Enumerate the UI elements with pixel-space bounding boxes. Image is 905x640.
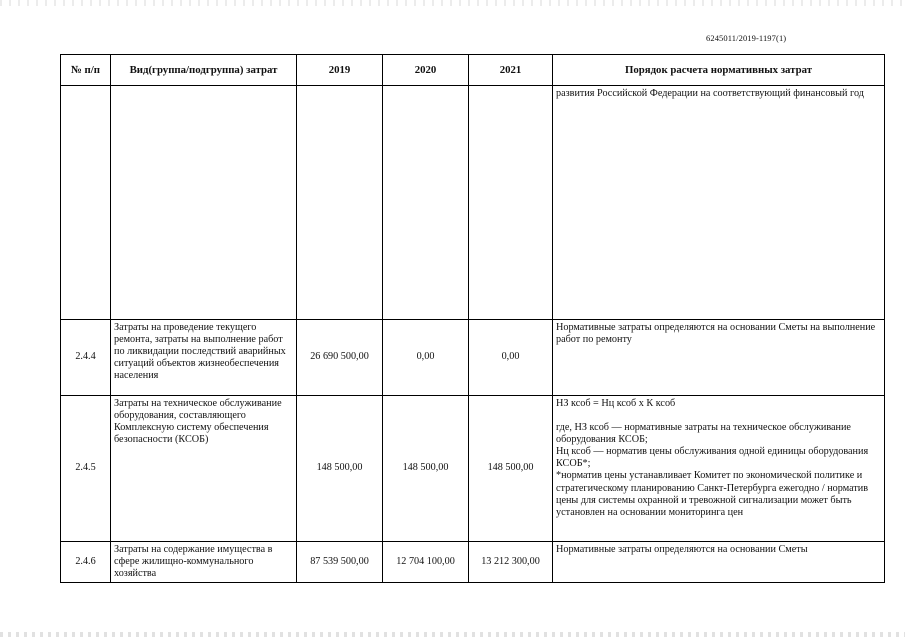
formula-line: НЗ ксоб = Нц ксоб х К ксоб	[556, 398, 676, 409]
cell-empty	[111, 86, 297, 320]
scan-noise-bottom	[0, 632, 905, 637]
header-2020: 2020	[383, 55, 469, 86]
cell-2019: 26 690 500,00	[297, 320, 383, 396]
cell-empty	[383, 86, 469, 320]
header-type: Вид(группа/подгруппа) затрат	[111, 55, 297, 86]
cell-2020: 12 704 100,00	[383, 542, 469, 583]
cell-2021: 13 212 300,00	[469, 542, 553, 583]
cell-2021: 148 500,00	[469, 396, 553, 542]
cell-empty	[61, 86, 111, 320]
cell-2020: 148 500,00	[383, 396, 469, 542]
formula-note: *норматив цены устанавливает Комитет по экономической политике и стратегическому планированию Санкт-Петербурга ежегодно / норматив цены для системы охранной и тревожной сигнализации может быть установлен на основании мониторинга цен	[556, 470, 869, 518]
table-header-row	[61, 55, 885, 86]
header-method: Порядок расчета нормативных затрат	[553, 55, 885, 86]
cell-method: Нормативные затраты определяются на основании Сметы на выполнение работ по ремонту	[553, 320, 885, 396]
header-num: № п/п	[61, 55, 111, 86]
cell-2019: 87 539 500,00	[297, 542, 383, 583]
cell-num: 2.4.6	[61, 542, 111, 583]
cell-type: Затраты на содержание имущества в сфере жилищно-коммунального хозяйства	[111, 542, 297, 583]
cell-2020: 0,00	[383, 320, 469, 396]
cell-num: 2.4.5	[61, 396, 111, 542]
cell-method: развития Российской Федерации на соответствующий финансовый год	[553, 86, 885, 320]
cell-type: Затраты на техническое обслуживание оборудования, составляющего Комплексную систему обеспечения безопасности (КСОБ)	[111, 396, 297, 542]
document-id: 6245011/2019-1197(1)	[706, 33, 787, 43]
cell-empty	[297, 86, 383, 320]
formula-where: где, НЗ ксоб — нормативные затраты на техническое обслуживание оборудования КСОБ;	[556, 422, 851, 446]
scan-noise-top	[0, 0, 905, 6]
cell-2019: 148 500,00	[297, 396, 383, 542]
table-row	[61, 542, 885, 583]
cell-type: Затраты на проведение текущего ремонта, затраты на выполнение работ по ликвидации последствий аварийных ситуаций объектов жизнеобеспечения населения	[111, 320, 297, 396]
table-row	[61, 320, 885, 396]
header-2021: 2021	[469, 55, 553, 86]
table-row-continuation	[61, 86, 885, 320]
cell-method	[553, 396, 885, 542]
cell-empty	[469, 86, 553, 320]
cell-num: 2.4.4	[61, 320, 111, 396]
cell-2021: 0,00	[469, 320, 553, 396]
table-row	[61, 396, 885, 542]
cell-method: Нормативные затраты определяются на основании Сметы	[553, 542, 885, 583]
header-2019: 2019	[297, 55, 383, 86]
formula-nc: Нц ксоб — норматив цены обслуживания одной единицы оборудования КСОБ*;	[556, 446, 869, 470]
cost-table	[60, 54, 885, 583]
